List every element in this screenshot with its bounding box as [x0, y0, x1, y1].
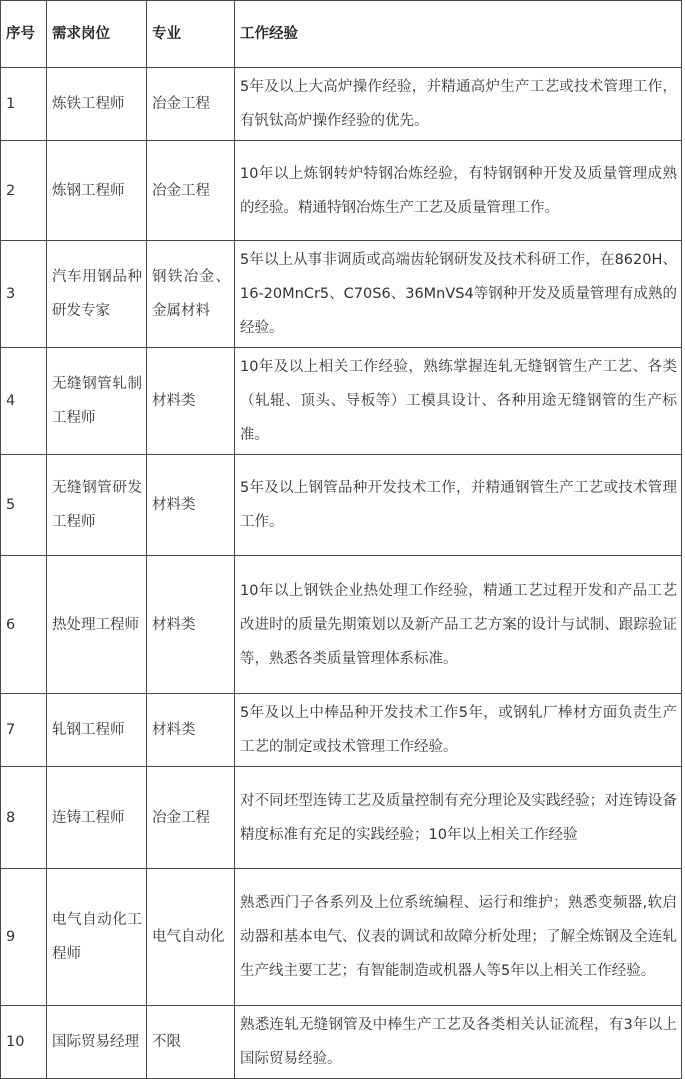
row-no: 9	[1, 869, 47, 1006]
table-row	[1, 767, 682, 869]
row-major: 电气自动化	[147, 869, 235, 1006]
row-no: 10	[1, 1006, 47, 1079]
row-no: 4	[1, 348, 47, 455]
header-no: 序号	[1, 1, 47, 68]
row-major: 材料类	[147, 455, 235, 556]
row-major: 材料类	[147, 694, 235, 767]
row-no: 6	[1, 556, 47, 694]
table-row	[1, 141, 682, 241]
row-position: 无缝钢管轧制工程师	[47, 348, 147, 455]
row-position: 无缝钢管研发工程师	[47, 455, 147, 556]
row-major: 材料类	[147, 348, 235, 455]
row-major: 不限	[147, 1006, 235, 1079]
row-no: 8	[1, 767, 47, 869]
row-position: 轧钢工程师	[47, 694, 147, 767]
row-no: 7	[1, 694, 47, 767]
row-position: 炼铁工程师	[47, 68, 147, 141]
row-no: 1	[1, 68, 47, 141]
table-row	[1, 694, 682, 767]
row-major: 冶金工程	[147, 141, 235, 241]
row-major: 材料类	[147, 556, 235, 694]
row-experience: 10年以上钢铁企业热处理工作经验，精通工艺过程开发和产品工艺改进时的质量先期策划以及新产品工艺方案的设计与试制、跟踪验证等，熟悉各类质量管理体系标准。	[235, 556, 682, 694]
row-experience: 对不同坯型连铸工艺及质量控制有充分理论及实践经验；对连铸设备精度标准有充足的实践经验；10年以上相关工作经验	[235, 767, 682, 869]
row-experience: 5年及以上大高炉操作经验，并精通高炉生产工艺或技术管理工作，有钒钛高炉操作经验的优先。	[235, 68, 682, 141]
row-no: 5	[1, 455, 47, 556]
row-experience: 5年及以上中棒品种开发技术工作5年，或钢轧厂棒材方面负责生产工艺的制定或技术管理工作经验。	[235, 694, 682, 767]
header-row	[1, 1, 682, 68]
row-position: 电气自动化工程师	[47, 869, 147, 1006]
row-major: 冶金工程	[147, 68, 235, 141]
row-position: 炼钢工程师	[47, 141, 147, 241]
header-major: 专业	[147, 1, 235, 68]
row-experience: 5年及以上钢管品种开发技术工作，并精通钢管生产工艺或技术管理工作。	[235, 455, 682, 556]
row-experience: 10年及以上相关工作经验，熟练掌握连轧无缝钢管生产工艺、各类（轧辊、顶头、导板等）工模具设计、各种用途无缝钢管的生产标准。	[235, 348, 682, 455]
row-no: 2	[1, 141, 47, 241]
header-position: 需求岗位	[47, 1, 147, 68]
row-position: 连铸工程师	[47, 767, 147, 869]
table-row	[1, 348, 682, 455]
row-position: 热处理工程师	[47, 556, 147, 694]
row-major: 冶金工程	[147, 767, 235, 869]
table-row	[1, 241, 682, 348]
table-row	[1, 869, 682, 1006]
row-experience: 10年以上炼钢转炉特钢冶炼经验，有特钢钢种开发及质量管理成熟的经验。精通特钢冶炼生产工艺及质量管理工作。	[235, 141, 682, 241]
row-experience: 熟悉连轧无缝钢管及中棒生产工艺及各类相关认证流程，有3年以上国际贸易经验。	[235, 1006, 682, 1079]
table-row	[1, 1006, 682, 1079]
row-major: 钢铁冶金、金属材料	[147, 241, 235, 348]
table-row	[1, 556, 682, 694]
table-row	[1, 68, 682, 141]
table-row	[1, 455, 682, 556]
row-experience: 熟悉西门子各系列及上位系统编程、运行和维护；熟悉变频器,软启动器和基本电气、仪表的调试和故障分析处理；了解全炼钢及全连轧生产线主要工艺；有智能制造或机器人等5年以上相关工作经验。	[235, 869, 682, 1006]
row-position: 国际贸易经理	[47, 1006, 147, 1079]
header-experience: 工作经验	[235, 1, 682, 68]
row-position: 汽车用钢品种研发专家	[47, 241, 147, 348]
row-experience: 5年以上从事非调质或高端齿轮钢研发及技术科研工作，在8620H、16-20MnCr5、C70S6、36MnVS4等钢种开发及质量管理有成熟的经验。	[235, 241, 682, 348]
row-no: 3	[1, 241, 47, 348]
